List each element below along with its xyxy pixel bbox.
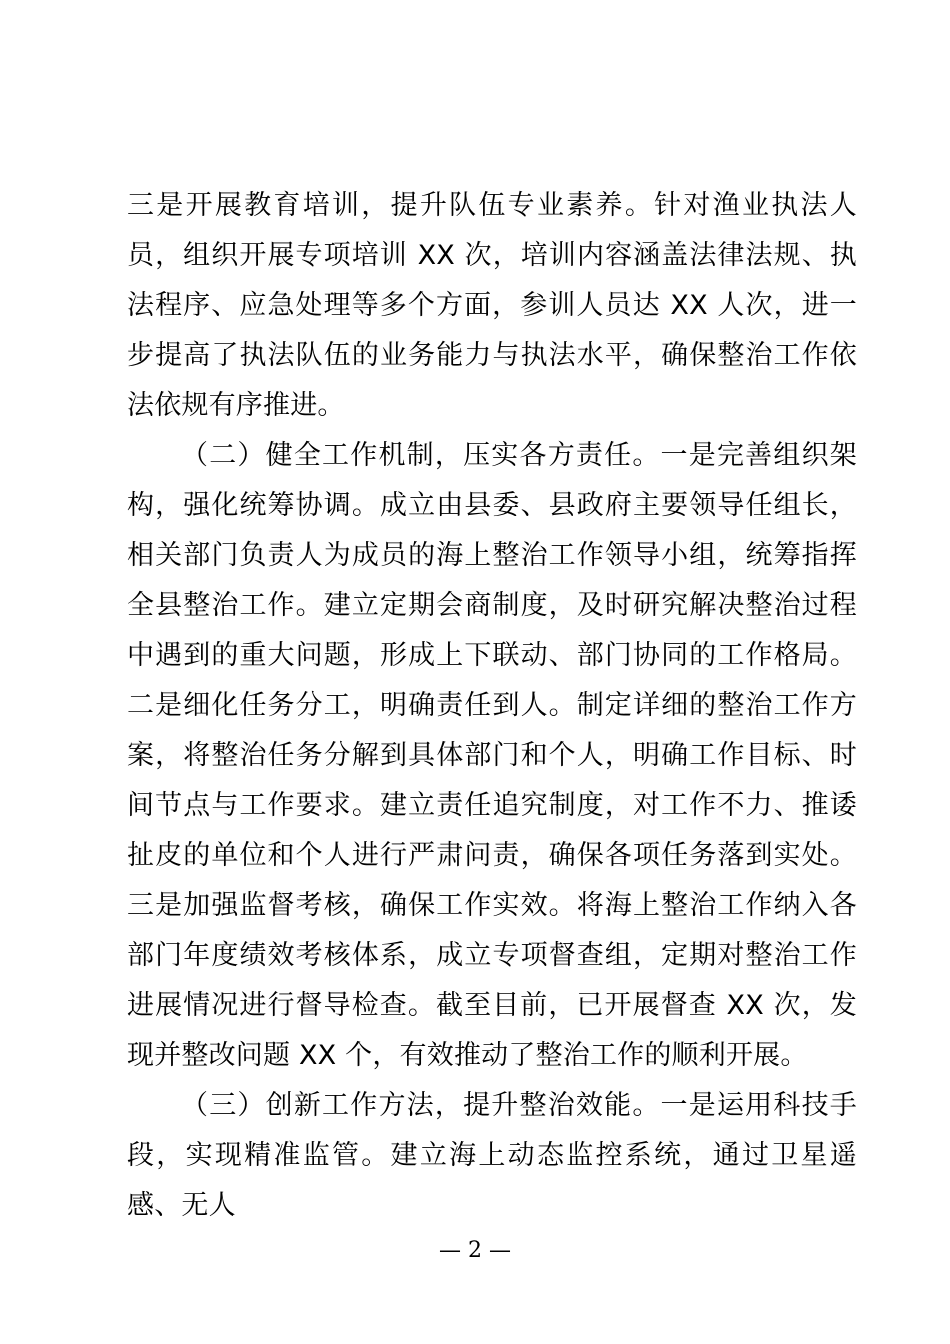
paragraph-1: 三是开展教育培训，提升队伍专业素养。针对渔业执法人员，组织开展专项培训 XX 次，培训内容涵盖法律法规、执法程序、应急处理等多个方面，参训人员达 XX 人次，进一步提高了执法队伍的业务能力与执法水平，确保整治工作依法依规有序推进。	[127, 190, 857, 421]
document-body	[127, 181, 857, 1231]
paragraph-3: （三）创新工作方法，提升整治效能。一是运用科技手段，实现精准监管。建立海上动态监控系统，通过卫星遥感、无人	[127, 1090, 857, 1221]
paragraph-2: （二）健全工作机制，压实各方责任。一是完善组织架构，强化统筹协调。成立由县委、县政府主要领导任组长，相关部门负责人为成员的海上整治工作领导小组，统筹指挥全县整治工作。建立定期会商制度，及时研究解决整治过程中遇到的重大问题，形成上下联动、部门协同的工作格局。二是细化任务分工，明确责任到人。制定详细的整治工作方案，将整治任务分解到具体部门和个人，明确工作目标、时间节点与工作要求。建立责任追究制度，对工作不力、推诿扯皮的单位和个人进行严肃问责，确保各项任务落到实处。三是加强监督考核，确保工作实效。将海上整治工作纳入各部门年度绩效考核体系，成立专项督查组，定期对整治工作进展情况进行督导检查。截至目前，已开展督查 XX 次，发现并整改问题 XX 个，有效推动了整治工作的顺利开展。	[127, 440, 857, 1071]
page-number: — 2 —	[439, 1238, 511, 1263]
